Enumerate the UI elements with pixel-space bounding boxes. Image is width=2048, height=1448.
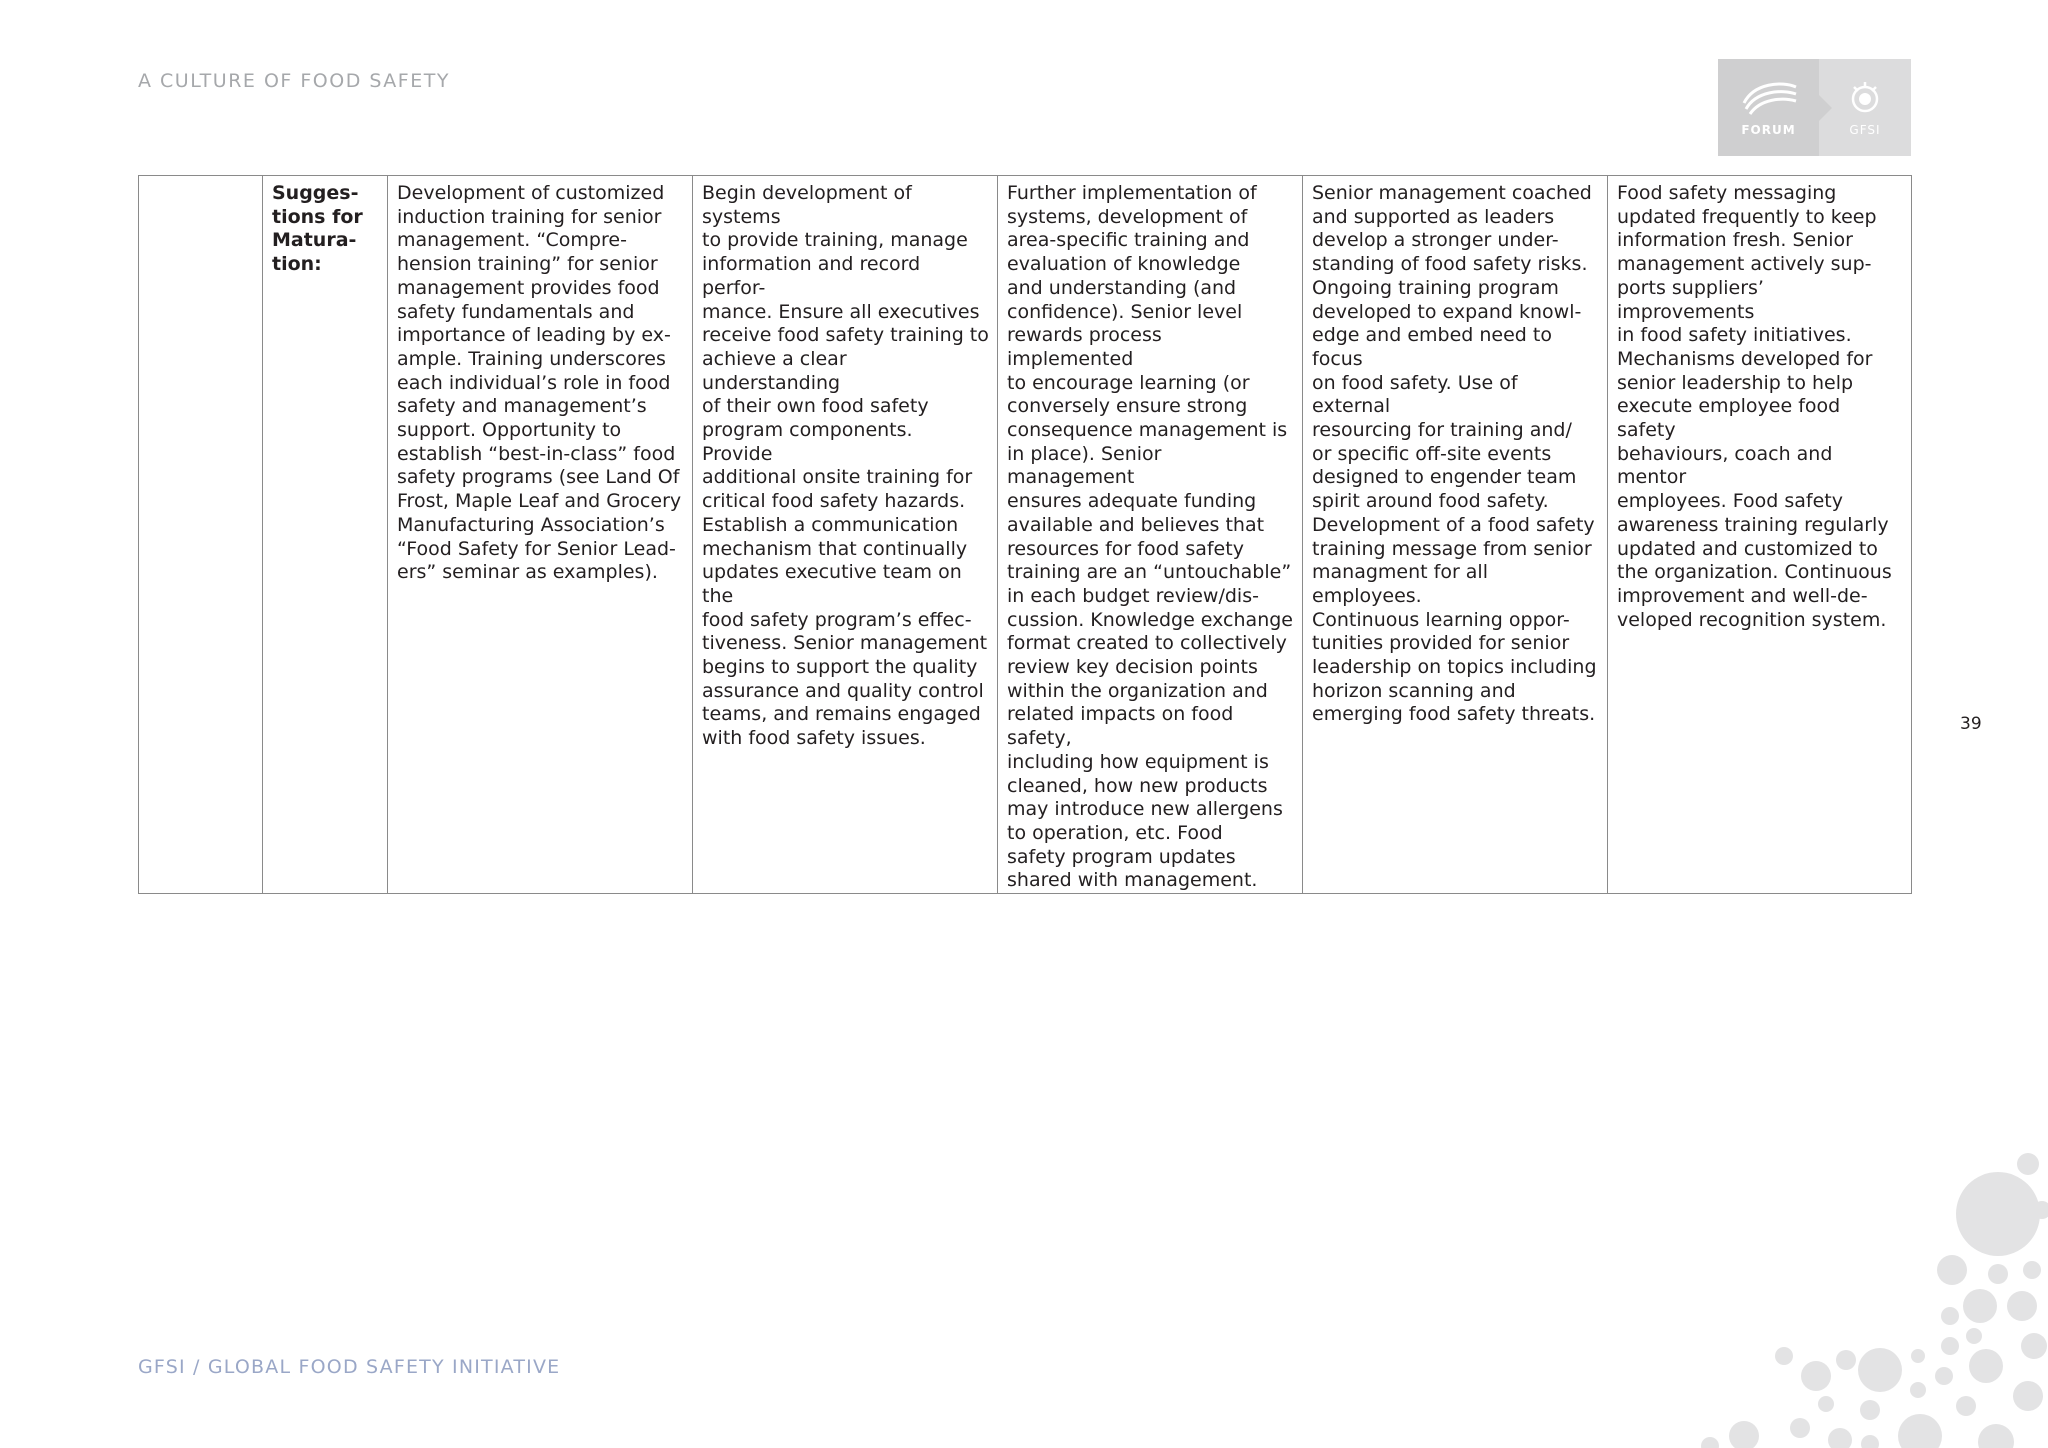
running-title: A CULTURE OF FOOD SAFETY — [138, 70, 450, 92]
logo-arrow-icon — [1819, 95, 1832, 121]
cell-text: Further implementation of systems, development of area-specific training and evaluation of knowledge and understanding (and confidence). Senior level rewards process implemented to encourage learning (or conversely ensure strong consequence management is in place). Senior management ensures adequate funding available and believes that resources for food safety training are an “untouchable” in each budget review/dis- cussion. Knowledge exchange format created to collectively review key decision points within the organization and related impacts on food safety, including how equipment is cleaned, how new products may introduce new allergens to operation, etc. Food safety program updates shared with management. — [1007, 182, 1293, 892]
table-cell — [998, 176, 1303, 894]
empty-stage-cell — [139, 176, 263, 894]
table-cell — [693, 176, 998, 894]
row-label-cell — [263, 176, 388, 894]
cell-text: Development of customized induction training for senior management. “Compre- hension training” for senior management provides food safety fundamentals and importance of leading by ex- ample. Training underscores each individual’s role in food safety and management’s support. Opportunity to establish “best-in-class” food safety programs (see Land Of Frost, Maple Leaf and Grocery Manufacturing Association’s “Food Safety for Senior Lead- ers” seminar as examples). — [397, 182, 682, 584]
forum-gfsi-logo — [1718, 59, 1911, 156]
footer-text: GFSI / GLOBAL FOOD SAFETY INITIATIVE — [138, 1356, 561, 1378]
row-label-text: Sugges- tions for Matura- tion: — [272, 182, 363, 276]
logo-forum-label: FORUM — [1741, 123, 1796, 137]
maturity-suggestions-table — [138, 175, 1912, 894]
table-cell — [1608, 176, 1912, 894]
logo-gfsi-label: GFSI — [1849, 123, 1881, 137]
table-cell — [388, 176, 693, 894]
cell-text: Begin development of systems to provide training, manage information and record perfor- mance. Ensure all executives receive food safety training to achieve a clear understanding of their own food safety program components. Provide additional onsite training for critical food safety hazards. Establish a communication mechanism that continually updates executive team on the food safety program’s effec- tiveness. Senior management begins to support the quality assurance and quality control teams, and remains engaged with food safety issues. — [702, 182, 989, 750]
table-row — [139, 176, 1912, 894]
page-number: 39 — [1960, 714, 1982, 734]
forum-swoosh-icon — [1740, 77, 1798, 117]
decorative-dots-graphic — [1640, 1140, 2048, 1448]
table-cell — [1303, 176, 1608, 894]
cell-text: Food safety messaging updated frequently to keep information fresh. Senior management actively sup- ports suppliers’ improvements in food safety initiatives. Mechanisms developed for senior leadership to help execute employee food safety behaviours, coach and mentor employees. Food safety awareness training regularly updated and customized to the organization. Continuous improvement and well-de- veloped recognition system. — [1617, 182, 1892, 631]
gfsi-globe-icon — [1845, 77, 1885, 117]
cell-text: Senior management coached and supported as leaders develop a stronger under- standing of food safety risks. Ongoing training program developed to expand knowl- edge and embed need to focus on food safety. Use of external resourcing for training and/ or specific off-site events designed to engender team spirit around food safety. Development of a food safety training message from senior managment for all employees. Continuous learning oppor- tunities provided for senior leadership on topics including horizon scanning and emerging food safety threats. — [1312, 182, 1597, 726]
